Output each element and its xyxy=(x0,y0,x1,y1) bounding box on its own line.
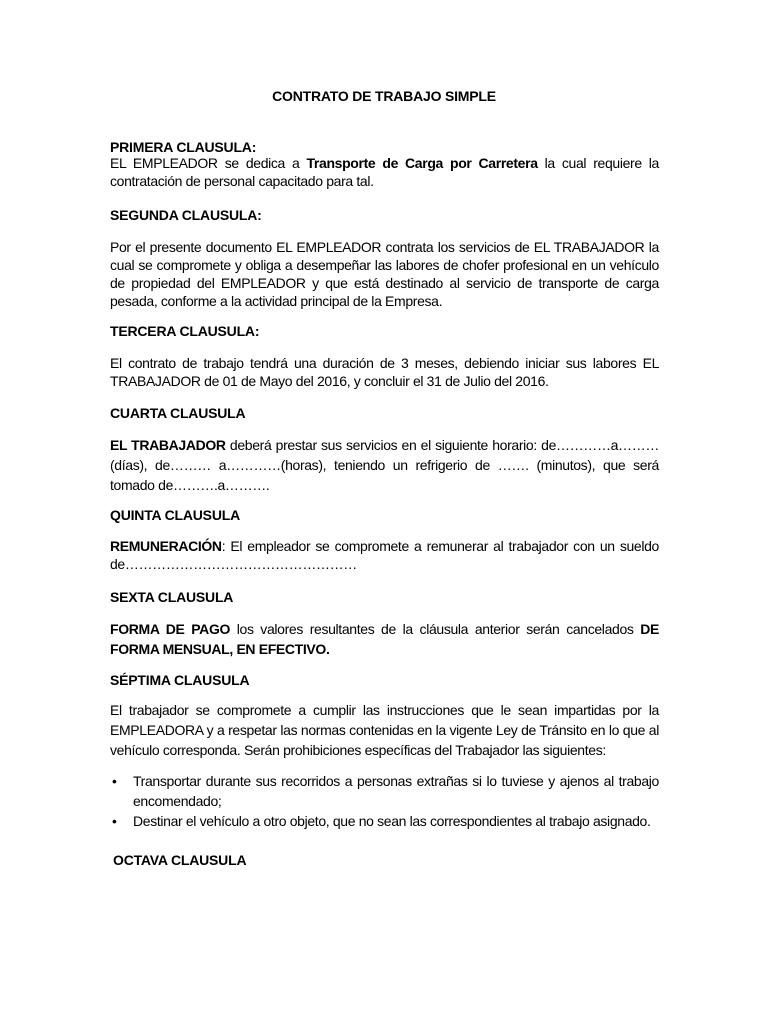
clause-6-heading: SEXTA CLAUSULA xyxy=(110,589,234,605)
clause-6-bold-forma-pago: FORMA DE PAGO xyxy=(110,621,231,637)
clause-8-heading: OCTAVA CLAUSULA xyxy=(113,852,247,868)
clause-1-text-part-2: la cual requiere la contratación de personal capacitado para tal. xyxy=(110,155,659,189)
clause-4-heading: CUARTA CLAUSULA xyxy=(110,405,246,421)
clause-5-heading: QUINTA CLAUSULA xyxy=(110,507,240,523)
clause-5-text xyxy=(110,537,659,573)
bullet-icon: • xyxy=(112,773,117,789)
list-item-text: Transportar durante sus recorridos a personas extrañas si lo tuviese y ajenos al trabajo encomendado; xyxy=(133,773,659,809)
clause-4-bold-trabajador: EL TRABAJADOR xyxy=(110,437,226,453)
clause-2-text: Por el presente documento EL EMPLEADOR contrata los servicios de EL TRABAJADOR la cual se compromete y obliga a desempeñar las labores de chofer profesional en un vehículo de propiedad del EMPLEADOR y que está destinado al servicio de transporte de carga pesada, conforme a la actividad principal de la Empresa. xyxy=(110,239,659,309)
clause-6-bold-forma-mensual: DE FORMA MENSUAL, EN EFECTIVO. xyxy=(110,621,659,657)
clause-6-text-part-1: los valores resultantes de la cláusula anterior serán cancelados xyxy=(230,621,641,637)
list-item xyxy=(110,811,659,831)
clause-1-text-part-1: EL EMPLEADOR se dedica a xyxy=(110,155,307,171)
clause-7-prohibitions-list xyxy=(110,771,659,831)
bullet-icon: • xyxy=(112,813,117,829)
document-title: CONTRATO DE TRABAJO SIMPLE xyxy=(272,88,496,104)
clause-1-heading: PRIMERA CLAUSULA: xyxy=(110,139,257,155)
clause-1-text xyxy=(110,154,659,190)
clause-5-text-part-1: : El empleador se compromete a remunerar al trabajador con un sueldo de…………………………………………… xyxy=(110,538,659,572)
clause-1-bold-activity: Transporte de Carga por Carretera xyxy=(306,155,538,171)
clause-4-text xyxy=(110,435,659,495)
clause-3-heading: TERCERA CLAUSULA: xyxy=(110,323,260,339)
clause-5-bold-remuneracion: REMUNERACIÓN xyxy=(110,538,222,554)
clause-7-heading: SÉPTIMA CLAUSULA xyxy=(110,672,250,688)
list-item-text: Destinar el vehículo a otro objeto, que no sean las correspondientes al trabajo asignado. xyxy=(133,813,651,829)
clause-2-heading: SEGUNDA CLAUSULA: xyxy=(110,207,262,223)
clause-7-text: El trabajador se compromete a cumplir las instrucciones que le sean impartidas por la EMPLEADORA y a respetar las normas contenidas en la vigente Ley de Tránsito en lo que al vehículo corresponda. Serán prohibiciones específicas del Trabajador las siguientes: xyxy=(110,702,659,758)
clause-4-text-part-1: deberá prestar sus servicios en el siguiente horario: de…………a……… (días), de……… a…………(horas), teniendo un refrigerio de ……. (minutos), que será tomado de……….a………. xyxy=(110,437,659,493)
clause-6-text xyxy=(110,619,659,659)
list-item xyxy=(110,771,659,811)
clause-3-text: El contrato de trabajo tendrá una duración de 3 meses, debiendo iniciar sus labores EL TRABAJADOR de 01 de Mayo del 2016, y concluir el 31 de Julio del 2016. xyxy=(110,355,659,389)
